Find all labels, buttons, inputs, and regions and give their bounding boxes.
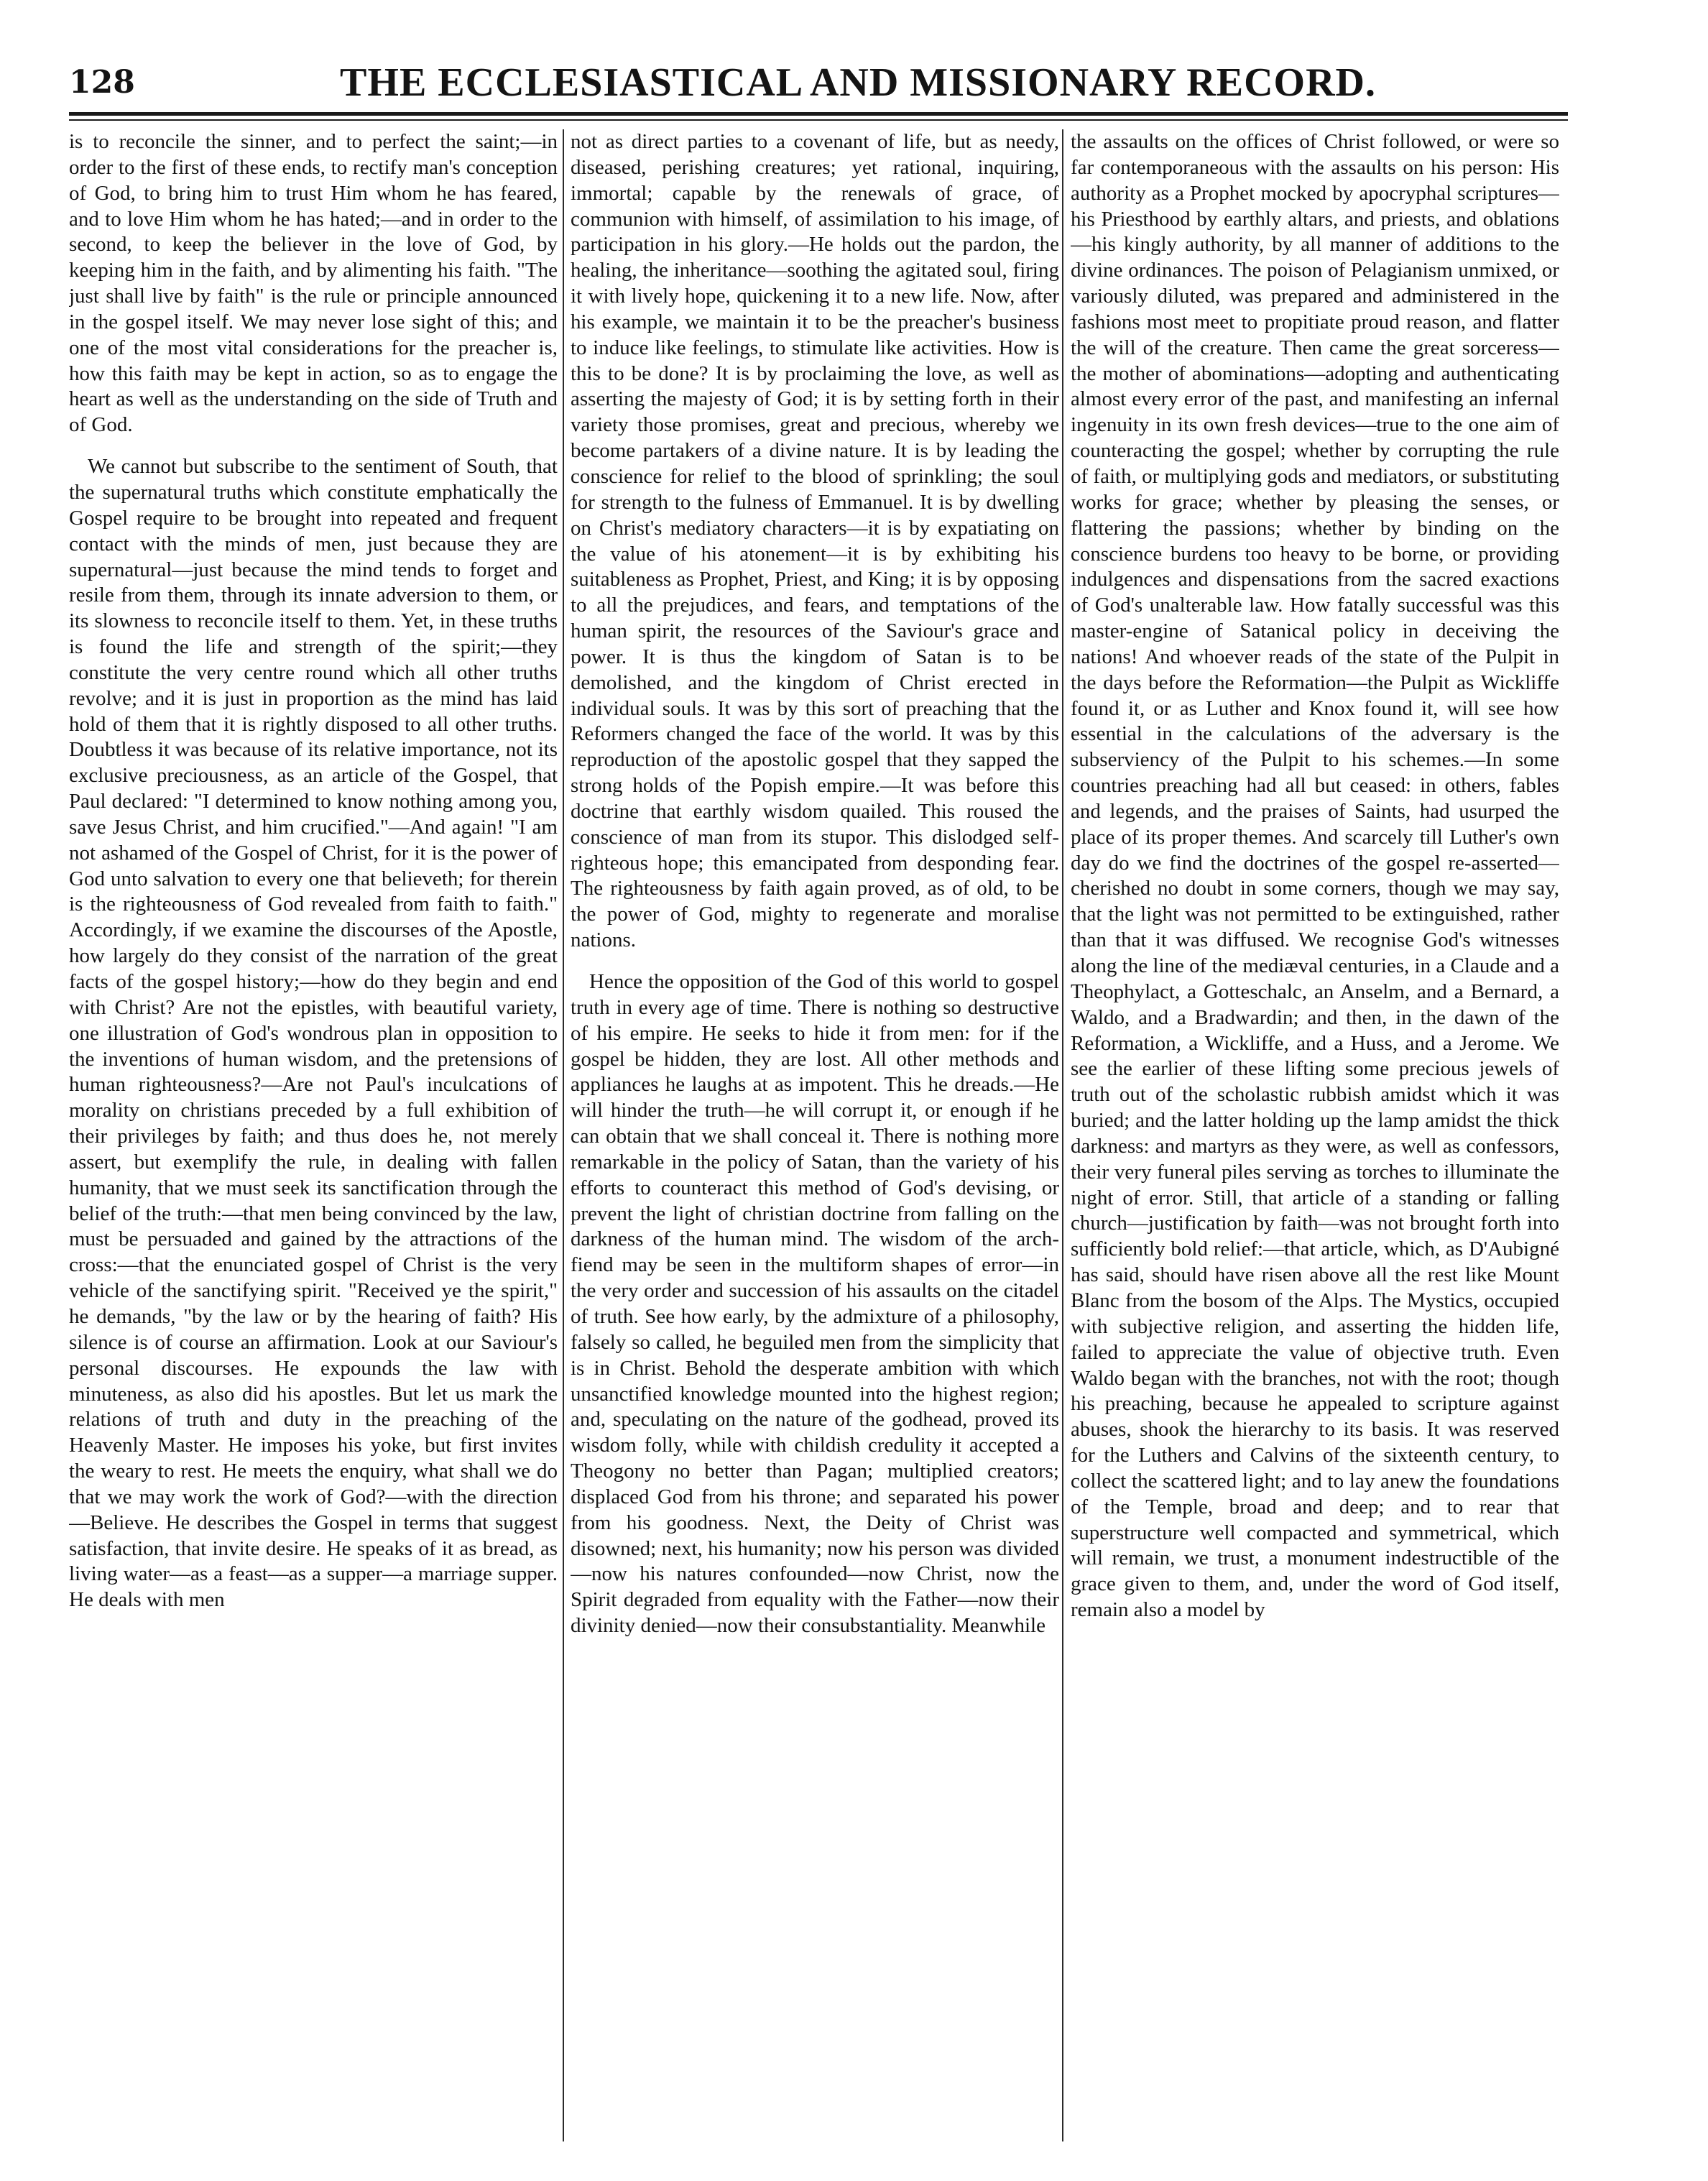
- column-divider: [563, 129, 564, 2141]
- paragraph: is to reconcile the sinner, and to perfect the saint;—in order to the first of these ends, to rectify man's conception of God, to bring him to trust Him whom he has feared, and to love Him whom he has hated;—and in order to the second, to keep the believer in the love of God, by keeping him in the faith, and by alimenting his faith. "The just shall live by faith" is the rule or principle announced in the gospel itself. We may never lose sight of this; and one of the most vital considerations for the preacher is, how this faith may be kept in action, so as to engage the heart as well as the understanding on the side of Truth and of God.: [69, 130, 558, 437]
- column-divider: [1062, 129, 1063, 2141]
- header-rule-thin: [69, 119, 1568, 121]
- header-rule-thick: [69, 112, 1568, 116]
- paragraph: We cannot but subscribe to the sentiment of South, that the supernatural truths which constitute emphatically the Gospel require to be brought into repeated and frequent contact with the minds of men, just because they are supernatural—just because the mind tends to forget and resile from them, through its innate adversion to them, or its slowness to reconcile itself to them. Yet, in these truths is found the life and strength of the spirit;—they constitute the very centre round which all other truths revolve; and it is just in proportion as the mind has laid hold of them that it is rightly disposed to all other truths. Doubtless it was because of its relative importance, not its exclusive preciousness, as an article of the Gospel, that Paul declared: "I determined to know nothing among you, save Jesus Christ, and him crucified."—And again! "I am not ashamed of the Gospel of Christ, for it is the power of God unto salvation to every one that believeth; for therein is the righteousness of God revealed from faith to faith." Accordingly, if we examine the discourses of the Apostle, how largely do they consist of the narration of the great facts of the gospel history;—how do they begin and end with Christ? Are not the epistles, with beautiful variety, one illustration of God's wondrous plan in opposition to the inventions of human wisdom, and the pretensions of human righteousness?—Are not Paul's inculcations of morality on christians preceded by a full exhibition of their privileges by faith; and thus does he, not merely assert, but exemplify the rule, in dealing with fallen humanity, that we must seek its sanctification through the belief of the truth:—that men being convinced by the law, must be persuaded and gained by the attractions of the cross:—that the enunciated gospel of Christ is the very vehicle of the sanctifying spirit. "Received ye the spirit," he demands, "by the law or by the hearing of faith? His silence is of course an affirmation. Look at our Saviour's personal discourses. He expounds the law with minuteness, as also did his apostles. But let us mark the relations of truth and duty in the preaching of the Heavenly Master. He imposes his yoke, but first invites the weary to rest. He meets the enquiry, what shall we do that we may work the work of God?—with the direction—Believe. He describes the Gospel in terms that suggest satisfaction, that invite desire. He speaks of it as bread, as living water—as a feast—as a supper—a marriage supper. He deals with men: [69, 455, 558, 1612]
- text-column-2: [571, 129, 1059, 2141]
- running-title: THE ECCLESIASTICAL AND MISSIONARY RECORD.: [340, 60, 1376, 105]
- text-column-3: [1071, 129, 1559, 2141]
- page-header: [69, 57, 1568, 108]
- paragraph: not as direct parties to a covenant of life, but as needy, diseased, perishing creatures; yet rational, inquiring, immortal; capable by the renewals of grace, of communion with himself, of assimilation to his image, of participation in his glory.—He holds out the pardon, the healing, the inheritance—soothing the agitated soul, firing it with lively hope, quickening it to a new life. Now, after his example, we maintain it to be the preacher's business to induce like feelings, to stimulate like activities. How is this to be done? It is by proclaiming the love, as well as asserting the majesty of God; it is by setting forth in their variety those promises, great and precious, whereby we become partakers of a divine nature. It is by leading the conscience for relief to the blood of sprinkling; the soul for strength to the fulness of Emmanuel. It is by dwelling on Christ's mediatory characters—it is by expatiating on the value of his atonement—it is by exhibiting his suitableness as Prophet, Priest, and King; it is by opposing to all the prejudices, and fears, and temptations of the human spirit, the resources of the Saviour's grace and power. It is thus the kingdom of Satan is to be demolished, and the kingdom of Christ erected in individual souls. It was by this sort of preaching that the Reformers changed the face of the world. It was by this reproduction of the apostolic gospel that they sapped the strong holds of the Popish empire.—It was before this doctrine that earthly wisdom quailed. This roused the conscience of man from its stupor. This dislodged self-righteous hope; this emancipated from desponding fear. The righteousness by faith again proved, as of old, to be the power of God, mighty to regenerate and moralise nations.: [571, 130, 1059, 952]
- paragraph: Hence the opposition of the God of this world to gospel truth in every age of time. There is nothing so destructive of his empire. He seeks to hide it from men: for if the gospel be hidden, they are lost. All other methods and appliances he laughs at as impotent. This he dreads.—He will hinder the truth—he will corrupt it, or enough if he can obtain that we shall conceal it. There is nothing more remarkable in the policy of Satan, than the variety of his efforts to counteract this method of God's devising, or prevent the light of christian doctrine from falling on the darkness of the human mind. The wisdom of the arch-fiend may be seen in the multiform shapes of error—in the very order and succession of his assaults on the citadel of truth. See how early, by the admixture of a philosophy, falsely so called, he beguiled men from the simplicity that is in Christ. Behold the desperate ambition with which unsanctified knowledge mounted into the highest region; and, speculating on the nature of the godhead, proved its wisdom folly, while with childish credulity it accepted a Theogony no better than Pagan; multiplied creators; displaced God from his throne; and separated his power from his goodness. Next, the Deity of Christ was disowned; next, his humanity; now his person was divided—now his natures confounded—now Christ, now the Spirit degraded from equality with the Father—now their divinity denied—now their consubstantiality. Meanwhile: [571, 970, 1059, 1638]
- paragraph: the assaults on the offices of Christ followed, or were so far contemporaneous with the assaults on his person: His authority as a Prophet mocked by apocryphal scriptures—his Priesthood by earthly altars, and priests, and oblations—his kingly authority, by all manner of additions to the divine ordinances. The poison of Pelagianism unmixed, or variously diluted, was prepared and administered in the fashions most meet to propitiate proud reason, and flatter the will of the creature. Then came the great sorceress—the mother of abominations—adopting and authenticating almost every error of the past, and manifesting an infernal ingenuity in its own fresh devices—true to the one aim of counteracting the gospel; whether by corrupting the rule of faith, or multiplying gods and mediators, or substituting works for grace; whether by pleasing the senses, or flattering the passions; whether by binding on the conscience burdens too heavy to be borne, or providing indulgences and dispensations from the sacred exactions of God's unalterable law. How fatally successful was this master-engine of Satanical policy in deceiving the nations! And whoever reads of the state of the Pulpit in the days before the Reformation—the Pulpit as Wickliffe found it, or as Luther and Knox found it, will see how essential in the calculations of the adversary is the subserviency of the Pulpit to his schemes.—In some countries preaching had all but ceased: in others, fables and legends, and the praises of Saints, had usurped the place of its proper themes. And scarcely till Luther's own day do we find the doctrines of the gospel re-asserted—cherished no doubt in some corners, though we may say, that the light was not permitted to be extinguished, rather than that it was diffused. We recognise God's witnesses along the line of the mediæval centuries, in a Claude and a Theophylact, a Gotteschalc, an Anselm, and a Bernard, a Waldo, and a Bradwardin; and then, in the dawn of the Reformation, a Wickliffe, and a Huss, and a Jerome. We see the earlier of these lifting some precious jewels of truth out of the scholastic rubbish amidst which it was buried; and the latter holding up the lamp amidst the thick darkness: and martyrs as they were, as well as confessors, their very funeral piles serving as torches to illuminate the night of error. Still, that article of a standing or falling church—justification by faith—was not brought forth into sufficiently bold relief:—that article, which, as D'Aubigné has said, should have risen above all the rest like Mount Blanc from the bosom of the Alps. The Mystics, occupied with subjective religion, and asserting the hidden life, failed to appreciate the value of objective truth. Even Waldo began with the branches, not with the root; though his preaching, because he appealed to scripture against abuses, shook the hierarchy to its basis. It was reserved for the Luthers and Calvins of the sixteenth century, to collect the scattered light; and to lay anew the foundations of the Temple, broad and deep; and to rear that superstructure well compacted and symmetrical, which will remain, we trust, a monument indestructible of the grace given to them, and, under the word of God itself, remain also a model by: [1071, 130, 1559, 1622]
- page-number: 128: [69, 64, 135, 101]
- text-column-1: [69, 129, 558, 2141]
